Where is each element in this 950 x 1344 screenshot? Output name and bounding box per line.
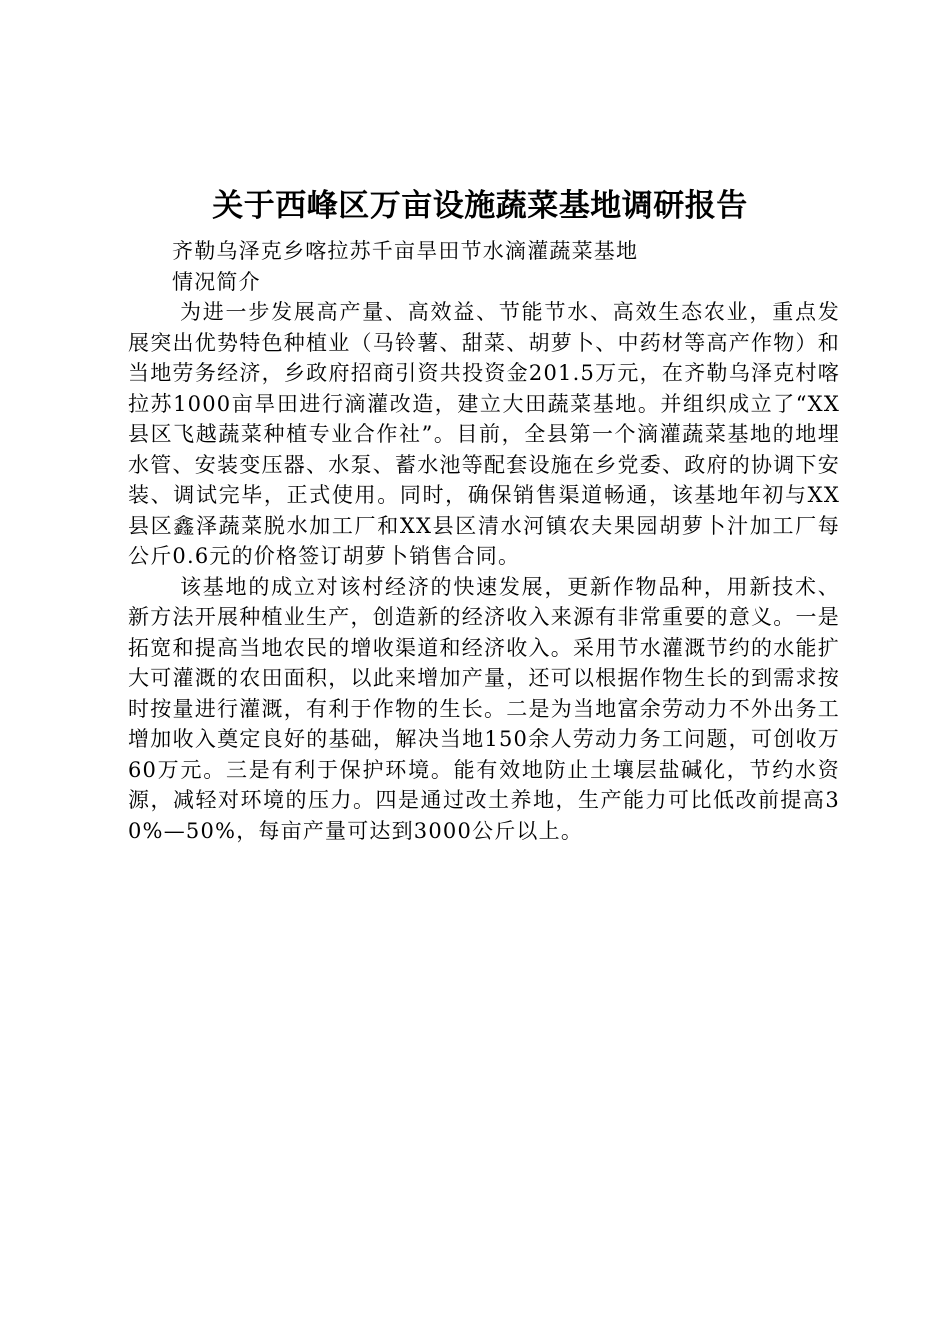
- paragraph-1: 为进一步发展高产量、高效益、节能节水、高效生态农业，重点发展突出优势特色种植业（马铃薯、甜菜、胡萝卜、中药材等高产作物）和当地劳务经济，乡政府招商引资共投资金201.5万元，在齐勒乌泽克村喀拉苏1000亩旱田进行滴灌改造，建立大田蔬菜基地。并组织成立了“XX县区飞越蔬菜种植专业合作社”。目前，全县第一个滴灌蔬菜基地的地埋水管、安装变压器、水泵、蓄水池等配套设施在乡党委、政府的协调下安装、调试完毕，正式使用。同时，确保销售渠道畅通，该基地年初与XX县区鑫泽蔬菜脱水加工厂和XX县区清水河镇农夫果园胡萝卜汁加工厂每公斤0.6元的价格签订胡萝卜销售合同。: [128, 300, 840, 568]
- document-title: 关于西峰区万亩设施蔬菜基地调研报告: [212, 188, 748, 224]
- document-body: [128, 236, 840, 846]
- document-subtitle: 齐勒乌泽克乡喀拉苏千亩旱田节水滴灌蔬菜基地: [172, 239, 639, 263]
- section-heading: 情况简介: [172, 269, 261, 294]
- paragraph-2: 该基地的成立对该村经济的快速发展，更新作物品种，用新技术、新方法开展种植业生产，创造新的经济收入来源有非常重要的意义。一是拓宽和提高当地农民的增收渠道和经济收入。采用节水灌溉节约的水能扩大可灌溉的农田面积，以此来增加产量，还可以根据作物生长的到需求按时按量进行灌溉，有利于作物的生长。二是为当地富余劳动力不外出务工增加收入奠定良好的基础，解决当地150余人劳动力务工问题，可创收万60万元。三是有利于保护环境。能有效地防止土壤层盐碱化，节约水资源，减轻对环境的压力。四是通过改土养地，生产能力可比低改前提高30%—50%，每亩产量可达到3000公斤以上。: [128, 574, 840, 843]
